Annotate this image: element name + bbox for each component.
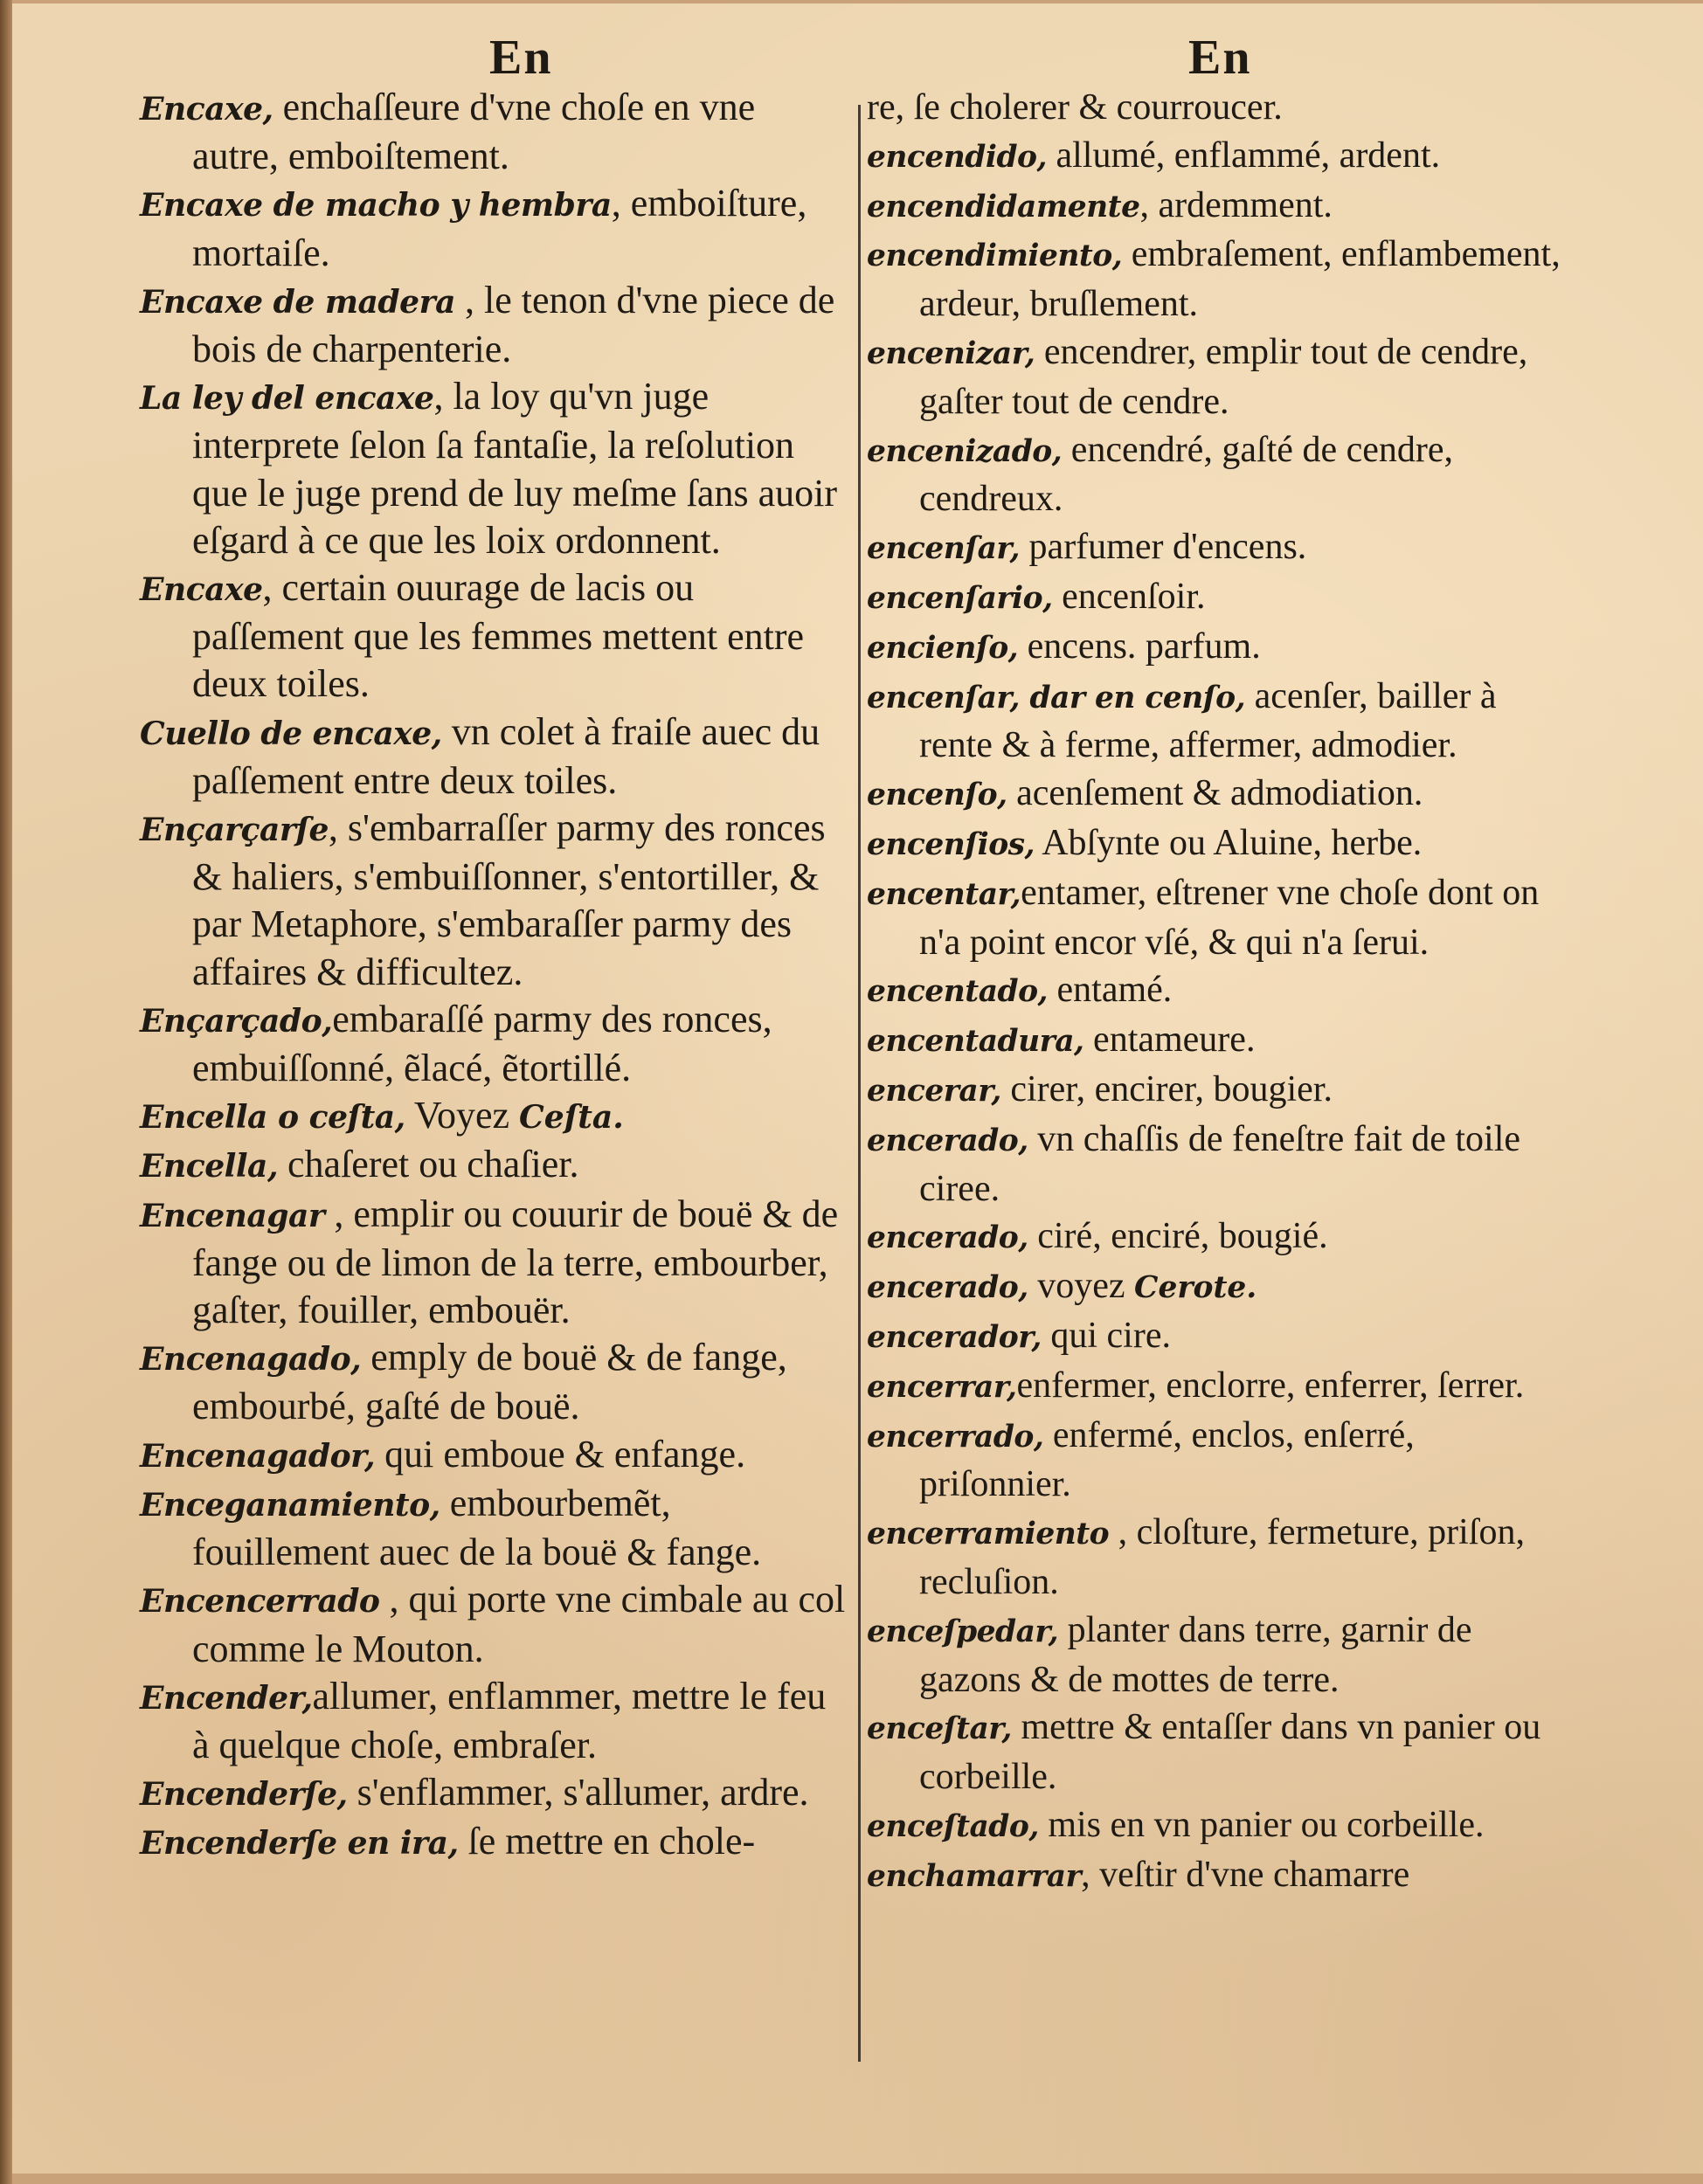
entry-definition: , cloſture, fermeture, priſon, recluſion.	[919, 1512, 1525, 1602]
dictionary-entry	[867, 84, 1566, 132]
entry-definition: s'enflammer, s'allumer, ardre.	[347, 1771, 809, 1814]
entry-headword: encerrar,	[867, 1369, 1017, 1405]
entry-definition: , ardemment.	[1139, 184, 1333, 225]
binding-fold	[0, 0, 12, 2184]
dictionary-entry	[867, 182, 1566, 232]
dictionary-entry	[867, 231, 1566, 328]
entry-definition: ſe mettre en chole-	[458, 1820, 756, 1863]
entry-definition: embaraſſé parmy des ronces, embuiſſonné, ẽlacé, ẽtortillé.	[192, 997, 772, 1090]
dictionary-entry	[867, 673, 1566, 771]
entry-definition: , emboiſture, mortaiſe.	[192, 182, 807, 274]
entry-headword: Encaxe	[140, 570, 263, 609]
dictionary-entry	[140, 84, 848, 180]
entry-headword: encentar,	[867, 876, 1021, 912]
dictionary-entry	[867, 523, 1566, 573]
dictionary-entry	[140, 277, 848, 373]
entry-headword: encerramiento	[867, 1517, 1110, 1552]
dictionary-entry	[140, 1191, 848, 1335]
entry-headword: Encella,	[140, 1147, 278, 1185]
entry-definition: ciré, enciré, bougié.	[1028, 1216, 1328, 1257]
dictionary-entry	[140, 1576, 848, 1672]
dictionary-entry	[140, 1818, 848, 1867]
entry-definition: vn chaſſis de feneſtre fait de toile ciree.	[919, 1118, 1521, 1209]
dictionary-entry	[867, 573, 1566, 623]
entry-definition: qui emboue & enfange.	[375, 1432, 746, 1476]
entry-definition: allumé, enflammé, ardent.	[1046, 135, 1441, 176]
entry-headword: encerado,	[867, 1270, 1028, 1306]
dictionary-entry	[140, 1431, 848, 1480]
right-column-header: En	[1188, 31, 1252, 85]
entry-headword: encendido,	[867, 139, 1047, 175]
entry-headword: Ençarçado,	[140, 1001, 333, 1040]
entry-headword: Encenderſe en ira,	[140, 1824, 459, 1863]
entry-definition: enfermé, enclos, enſerré, priſonnier.	[919, 1414, 1415, 1505]
entry-definition: Voyez	[405, 1094, 520, 1137]
dictionary-entry	[867, 1801, 1566, 1851]
entry-cross-reference: Cerote.	[1134, 1270, 1257, 1306]
entry-definition: mettre & entaſſer dans vn panier ou corbeille.	[919, 1707, 1541, 1798]
entry-headword: Encenagador,	[140, 1436, 376, 1475]
dictionary-entry	[867, 1213, 1566, 1262]
entry-headword: Encaxe de madera	[140, 282, 455, 321]
dictionary-entry	[867, 1851, 1566, 1901]
entry-definition: allumer, enflammer, mettre le feu à quelque choſe, embraſer.	[192, 1674, 827, 1766]
entry-definition: , s'embarraſſer parmy des ronces & haliers, s'embuiſſonner, s'entortiller, & par Metaphore, s'embaraſſer parmy des affaires & difficultez.	[192, 806, 826, 993]
dictionary-entry	[140, 1673, 848, 1769]
entry-definition: acenſement & admodiation.	[1007, 773, 1423, 814]
dictionary-entry	[140, 373, 848, 564]
entry-headword: encenizar,	[867, 335, 1035, 371]
entry-definition: planter dans terre, garnir de gazons & de mottes de terre.	[919, 1609, 1472, 1700]
left-column	[140, 84, 848, 1868]
entry-headword: Encella o ceſta,	[140, 1098, 405, 1137]
entry-headword: encenſario,	[867, 580, 1053, 616]
entry-headword: encerado,	[867, 1123, 1028, 1158]
entry-definition: entamer, eſtrener vne choſe dont on n'a point encor vſé, & qui n'a ſerui.	[919, 872, 1540, 963]
dictionary-entry	[867, 623, 1566, 673]
entry-definition: cirer, encirer, bougier.	[1000, 1068, 1333, 1109]
entry-headword: encerador,	[867, 1319, 1042, 1355]
dictionary-entry	[867, 132, 1566, 182]
entry-definition: , emplir ou couurir de bouë & de fange ou de limon de la terre, embourber, gaſter, fouiller, embouër.	[192, 1192, 839, 1332]
dictionary-entry	[867, 1509, 1566, 1607]
dictionary-entry	[867, 1412, 1566, 1510]
dictionary-entry	[867, 1066, 1566, 1116]
entry-definition: vn colet à fraiſe auec du paſſement entre deux toiles.	[192, 709, 820, 802]
entry-definition: embourbemẽt, fouillement auec de la bouë & fange.	[192, 1481, 762, 1574]
entry-headword: encendimiento,	[867, 238, 1123, 274]
dictionary-entry	[140, 805, 848, 996]
entry-definition: enfermer, enclorre, enferrer, ſerrer.	[1016, 1365, 1525, 1406]
entry-headword: Cuello de encaxe,	[140, 714, 442, 752]
entry-headword: Ençarçarſe	[140, 811, 329, 849]
left-column-header: En	[489, 31, 553, 85]
dictionary-entry	[140, 1092, 848, 1141]
dictionary-entry	[867, 1262, 1566, 1312]
entry-definition: , la loy qu'vn juge interprete ſelon ſa fantaſie, la reſolution que le juge prend de luy meſme ſans auoir eſgard à ce que les loix ordonnent.	[192, 375, 837, 562]
entry-headword: encenſios,	[867, 826, 1035, 862]
dictionary-entry	[867, 1704, 1566, 1801]
dictionary-entry	[140, 564, 848, 708]
dictionary-entry	[140, 708, 848, 805]
dictionary-entry	[867, 328, 1566, 426]
dictionary-entry	[140, 996, 848, 1092]
dictionary-entry	[867, 1116, 1566, 1213]
entry-headword: encenizado,	[867, 433, 1063, 469]
entry-headword: enceſpedar,	[867, 1614, 1059, 1649]
entry-headword: Encaxe,	[140, 90, 273, 128]
entry-headword: encenſar,	[867, 531, 1021, 567]
entry-definition: mis en vn panier ou corbeille.	[1038, 1804, 1485, 1845]
entry-cross-reference: Ceſta.	[519, 1098, 624, 1137]
entry-headword: encentadura,	[867, 1024, 1084, 1060]
dictionary-entry	[140, 180, 848, 276]
dictionary-entry	[867, 1312, 1566, 1362]
entry-definition: entamé.	[1048, 970, 1173, 1011]
entry-definition: encendrer, emplir tout de cendre, gaſter tout de cendre.	[919, 331, 1528, 422]
entry-headword: encerado,	[867, 1220, 1028, 1256]
entry-headword: encentado,	[867, 974, 1049, 1010]
entry-headword: encerrado,	[867, 1419, 1044, 1455]
entry-definition: , le tenon d'vne piece de bois de charpenterie.	[192, 278, 835, 371]
dictionary-entry	[867, 426, 1566, 524]
entry-definition: voyez	[1028, 1266, 1135, 1307]
entry-definition: entameure.	[1083, 1019, 1256, 1061]
dictionary-entry	[140, 1334, 848, 1430]
entry-definition: , veſtir d'vne chamarre	[1081, 1854, 1410, 1895]
entry-headword: Encenagado,	[140, 1340, 362, 1379]
entry-definition: Abſynte ou Aluine, herbe.	[1035, 822, 1423, 863]
entry-headword: encienſo,	[867, 630, 1019, 666]
entry-headword: encenſar, dar en cenſo,	[867, 680, 1246, 715]
entry-headword: encendidamente	[867, 189, 1140, 225]
dictionary-entry	[867, 819, 1566, 869]
entry-headword: encenſo,	[867, 778, 1007, 813]
entry-headword: Enceganamiento,	[140, 1485, 440, 1524]
column-divider	[858, 105, 861, 2062]
entry-definition: emply de bouë & de fange, embourbé, gaſté de bouë.	[192, 1336, 787, 1428]
entry-headword: enceſtado,	[867, 1808, 1039, 1844]
entry-headword: Encencerrado	[140, 1582, 380, 1621]
entry-definition: , qui porte vne cimbale au col comme le Mouton.	[192, 1578, 846, 1670]
dictionary-entry	[867, 869, 1566, 967]
dictionary-entry	[867, 1016, 1566, 1066]
entry-definition: embraſement, enflambement, ardeur, bruſlement.	[919, 234, 1561, 325]
entry-definition: encens. parfum.	[1018, 625, 1261, 667]
right-column	[867, 84, 1566, 1900]
dictionary-entry	[140, 1141, 848, 1190]
entry-headword: Encenderſe,	[140, 1775, 348, 1814]
entry-definition: parfumer d'encens.	[1020, 527, 1307, 568]
entry-definition: encenſoir.	[1052, 576, 1206, 617]
entry-headword: La ley del encaxe	[140, 379, 434, 418]
entry-definition: acenſer, bailler à rente & à ferme, affermer, admodier.	[919, 675, 1497, 766]
entry-definition: chaſeret ou chaſier.	[278, 1143, 579, 1186]
entry-definition: , certain ouurage de lacis ou paſſement que les femmes mettent entre deux toiles.	[192, 566, 805, 706]
entry-definition: encendré, gaſté de cendre, cendreux.	[919, 429, 1453, 520]
entry-headword: Encaxe de macho y hembra	[140, 186, 612, 225]
entry-headword: enceſtar,	[867, 1711, 1012, 1747]
entry-definition: qui cire.	[1041, 1315, 1171, 1356]
entry-headword: enchamarrar	[867, 1858, 1082, 1894]
entry-headword: encerar,	[867, 1073, 1001, 1109]
entry-headword: Encenagar	[140, 1196, 325, 1234]
dictionary-entry	[140, 1480, 848, 1576]
entry-headword: Encender,	[140, 1678, 313, 1717]
dictionary-entry	[867, 1607, 1566, 1704]
entry-definition: enchaſſeure d'vne choſe en vne autre, emboiſtement.	[192, 86, 756, 178]
dictionary-entry	[140, 1769, 848, 1818]
dictionary-entry	[867, 966, 1566, 1016]
dictionary-entry	[867, 770, 1566, 819]
dictionary-entry	[867, 1362, 1566, 1412]
entry-definition: re, ſe cholerer & courroucer.	[867, 87, 1283, 128]
